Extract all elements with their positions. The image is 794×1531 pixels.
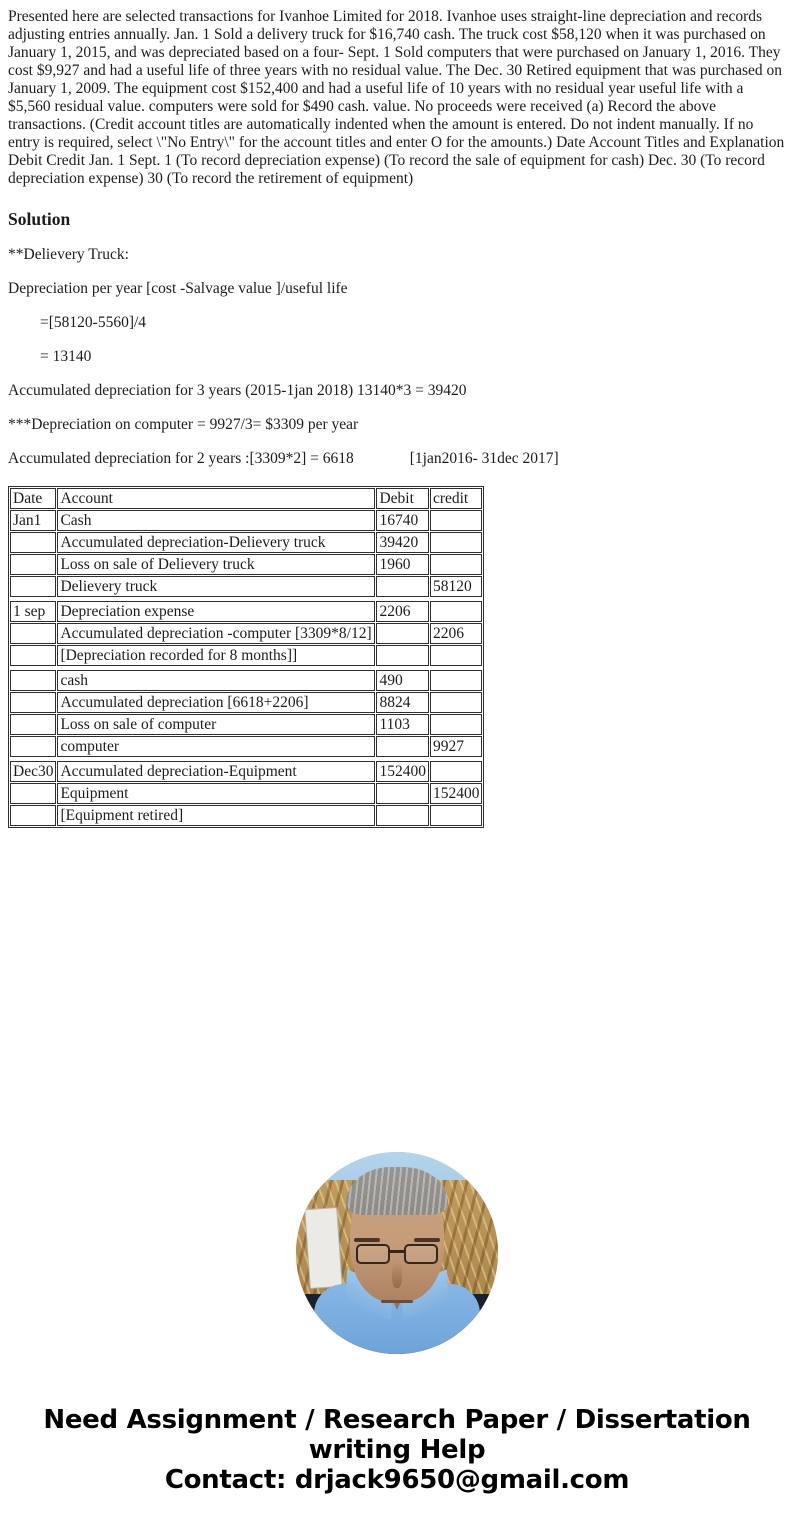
photo-mouth — [381, 1300, 413, 1303]
cell-account: computer — [57, 736, 375, 757]
solution-line-text: Accumulated depreciation for 2 years :[3309*2] = 6618 — [8, 450, 354, 467]
cell-date — [10, 736, 56, 757]
journal-row — [10, 645, 482, 666]
cell-debit: 2206 — [376, 601, 429, 622]
photo-lens-left — [356, 1244, 390, 1264]
cell-debit: 8824 — [376, 692, 429, 713]
solution-line: Depreciation per year [cost -Salvage value ]/useful life — [8, 280, 348, 297]
cell-date — [10, 692, 56, 713]
solution-line — [8, 450, 786, 468]
cell-date — [10, 645, 56, 666]
cell-credit — [430, 645, 483, 666]
cell-credit — [430, 601, 483, 622]
cell-account: cash — [57, 670, 375, 691]
solution-line: = 13140 — [40, 348, 92, 365]
cell-account: Delievery truck — [57, 576, 375, 597]
cell-debit — [376, 623, 429, 644]
journal-row — [10, 510, 482, 531]
cell-debit — [376, 576, 429, 597]
footer-line-1: Need Assignment / Research Paper / Dissertation — [43, 1405, 751, 1435]
cell-debit: 1960 — [376, 554, 429, 575]
cell-account: Cash — [57, 510, 375, 531]
header-credit: credit — [430, 488, 483, 509]
photo-wall-panel — [304, 1207, 343, 1289]
cell-account: Loss on sale of Delievery truck — [57, 554, 375, 575]
journal-row — [10, 623, 482, 644]
cell-debit: 16740 — [376, 510, 429, 531]
footer-promo — [8, 1405, 786, 1523]
cell-debit: 490 — [376, 670, 429, 691]
cell-date — [10, 670, 56, 691]
solution-heading: Solution — [8, 209, 71, 229]
group-separator-cell — [10, 758, 482, 760]
cell-credit — [430, 554, 483, 575]
cell-credit — [430, 805, 483, 826]
group-separator — [10, 758, 482, 760]
group-separator-cell — [10, 667, 482, 669]
header-date: Date — [10, 488, 56, 509]
cell-date — [10, 623, 56, 644]
journal-row — [10, 576, 482, 597]
solution-line: =[58120-5560]/4 — [40, 314, 147, 331]
journal-header-row — [10, 488, 482, 509]
journal-row — [10, 670, 482, 691]
footer-line-3: Contact: drjack9650@gmail.com — [164, 1465, 630, 1495]
cell-credit — [430, 714, 483, 735]
cell-debit: 152400 — [376, 761, 429, 782]
cell-date — [10, 576, 56, 597]
cell-account: Accumulated depreciation [6618+2206] — [57, 692, 375, 713]
journal-row — [10, 692, 482, 713]
solution-line-note: [1jan2016- 31dec 2017] — [409, 450, 559, 467]
journal-row — [10, 554, 482, 575]
cell-date — [10, 714, 56, 735]
cell-debit — [376, 736, 429, 757]
cell-account: Accumulated depreciation -computer [3309*8/12] — [57, 623, 375, 644]
cell-date — [10, 554, 56, 575]
journal-table-body — [10, 488, 482, 826]
solution-line: **Delievery Truck: — [8, 246, 129, 263]
page — [8, 8, 786, 1523]
cell-credit: 58120 — [430, 576, 483, 597]
cell-credit — [430, 761, 483, 782]
cell-account: Equipment — [57, 783, 375, 804]
journal-row — [10, 805, 482, 826]
footer-line-2: writing Help — [308, 1435, 486, 1465]
cell-account: Loss on sale of computer — [57, 714, 375, 735]
journal-row — [10, 714, 482, 735]
journal-row — [10, 736, 482, 757]
cell-date: 1 sep — [10, 601, 56, 622]
solution-line: Accumulated depreciation for 3 years (2015-1jan 2018) 13140*3 = 39420 — [8, 382, 467, 399]
cell-date: Dec30 — [10, 761, 56, 782]
photo-lens-right — [404, 1244, 438, 1264]
photo-nose — [392, 1262, 402, 1288]
cell-credit: 9927 — [430, 736, 483, 757]
cell-debit — [376, 783, 429, 804]
cell-account: Accumulated depreciation-Delievery truck — [57, 532, 375, 553]
journal-row — [10, 601, 482, 622]
cell-credit — [430, 532, 483, 553]
journal-table — [8, 486, 484, 828]
solution-lines — [8, 246, 786, 468]
cell-credit — [430, 510, 483, 531]
problem-text: Presented here are selected transactions for Ivanhoe Limited for 2018. Ivanhoe uses straight-line depreciation and records adjusting entries annually. Jan. 1 Sold a delivery truck for $16,740 cash. The truck cost $58,120 when it was purchased on January 1, 2015, and was depreciated based on a four- Sept. 1 Sold computers that were purchased on January 1, 2016. They cost $9,927 and had a useful life of three years with no residual value. The Dec. 30 Retired equipment that was purchased on January 1, 2009. The equipment cost $152,400 and had a useful life of 10 years with no residual year useful life with a $5,560 residual value. computers were sold for $490 cash. value. No proceeds were received (a) Record the above transactions. (Credit account titles are automatically indented when the amount is entered. Do not indent manually. If no entry is required, select \"No Entry\" for the account titles and enter O for the amounts.) Date Account Titles and Explanation Debit Credit Jan. 1 Sept. 1 (To record depreciation expense) (To record the sale of equipment for cash) Dec. 30 (To record depreciation expense) 30 (To record the retirement of equipment) — [8, 8, 785, 187]
journal-row — [10, 532, 482, 553]
group-separator — [10, 598, 482, 600]
cell-debit — [376, 645, 429, 666]
cell-date — [10, 805, 56, 826]
solution-line: ***Depreciation on computer = 9927/3= $3309 per year — [8, 416, 359, 433]
cell-debit — [376, 805, 429, 826]
photo-eyebrow-right — [414, 1238, 440, 1242]
cell-credit: 2206 — [430, 623, 483, 644]
cell-account: Accumulated depreciation-Equipment — [57, 761, 375, 782]
photo-eyebrow-left — [354, 1238, 380, 1242]
cell-account: Depreciation expense — [57, 601, 375, 622]
photo-glasses-bridge — [390, 1250, 404, 1253]
cell-credit — [430, 692, 483, 713]
header-account: Account — [57, 488, 375, 509]
cell-account: [Equipment retired] — [57, 805, 375, 826]
group-separator — [10, 667, 482, 669]
cell-account: [Depreciation recorded for 8 months]] — [57, 645, 375, 666]
profile-photo — [296, 1152, 498, 1354]
cell-debit: 39420 — [376, 532, 429, 553]
header-debit: Debit — [376, 488, 429, 509]
cell-debit: 1103 — [376, 714, 429, 735]
cell-date — [10, 532, 56, 553]
group-separator-cell — [10, 598, 482, 600]
cell-date — [10, 783, 56, 804]
cell-credit: 152400 — [430, 783, 483, 804]
cell-date: Jan1 — [10, 510, 56, 531]
cell-credit — [430, 670, 483, 691]
journal-row — [10, 761, 482, 782]
journal-row — [10, 783, 482, 804]
